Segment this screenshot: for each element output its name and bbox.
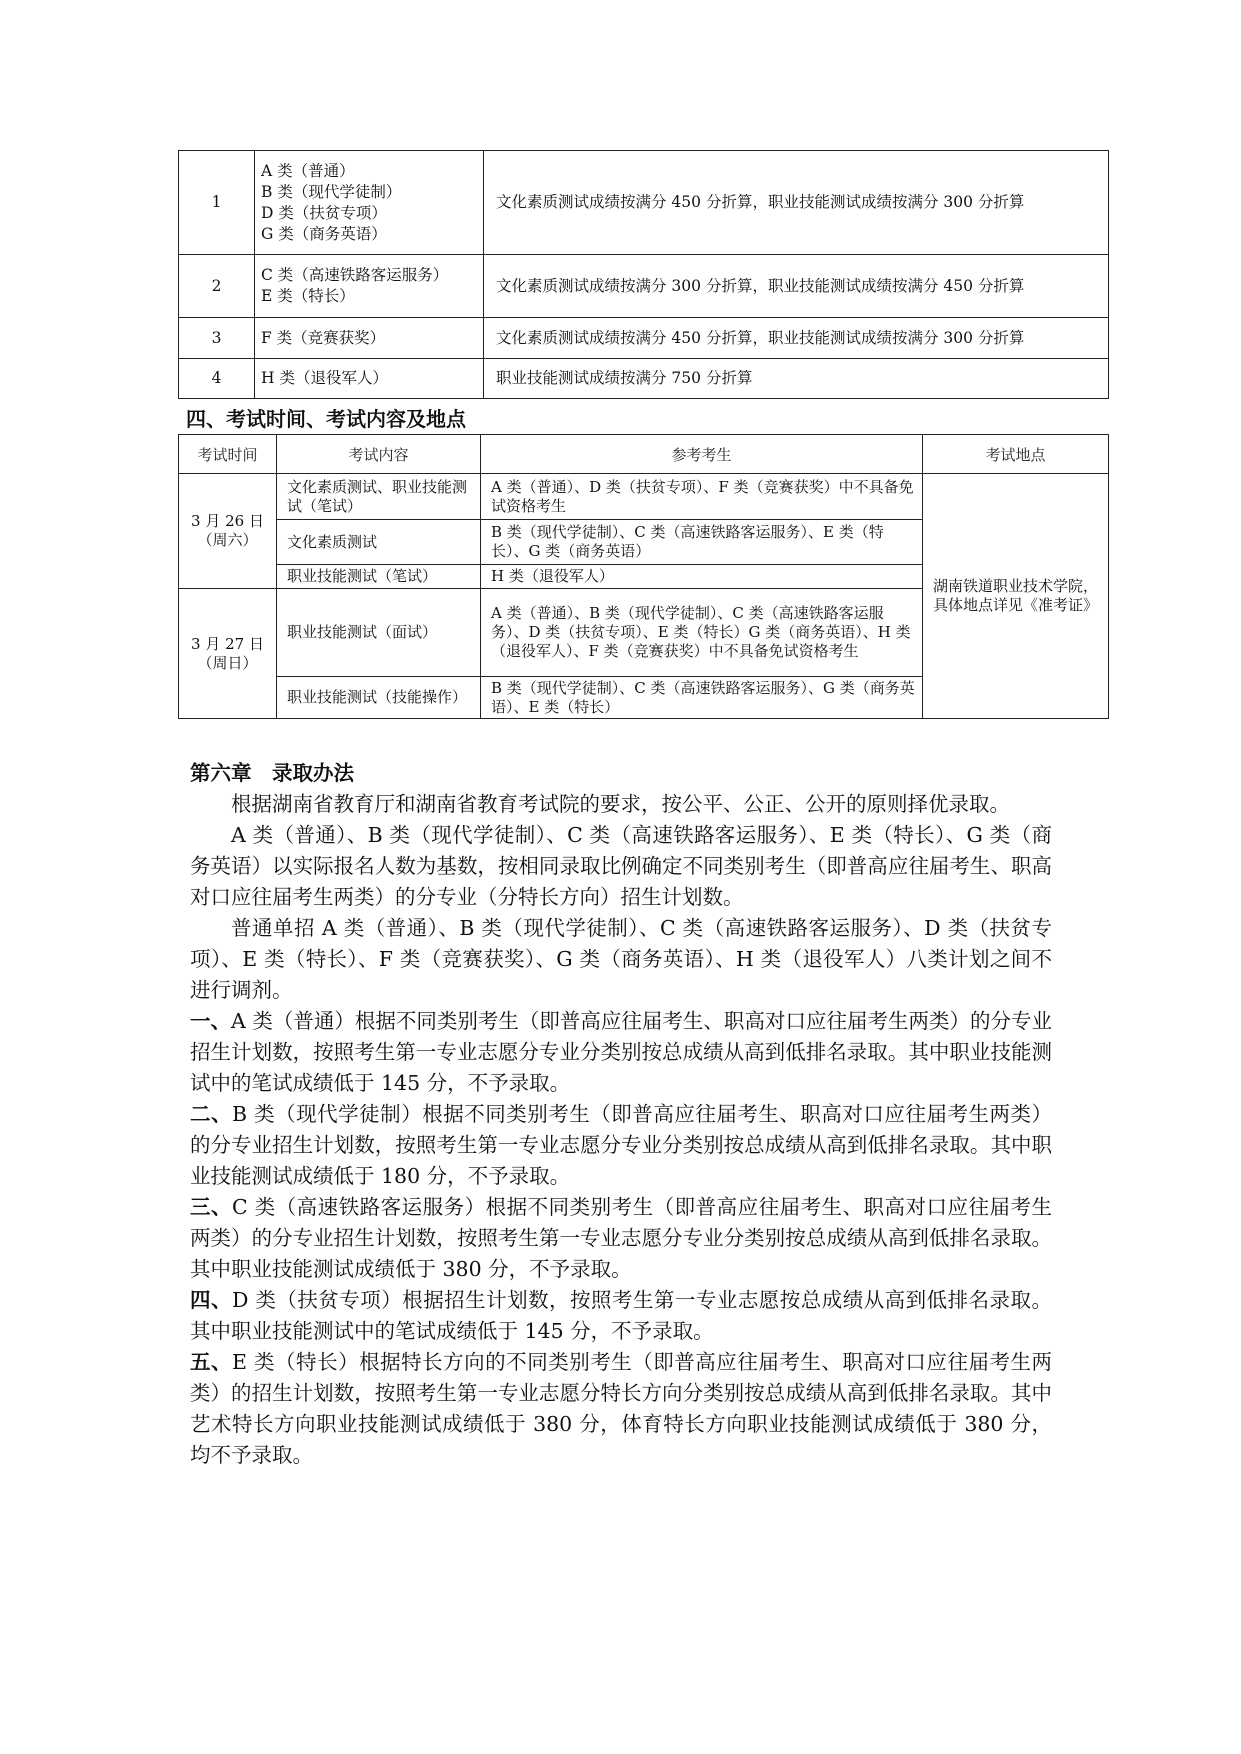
- paragraph: 普通单招 A 类（普通）、B 类（现代学徒制）、C 类（高速铁路客运服务）、D 类（扶贫专项）、E 类（特长）、F 类（竞赛获奖）、G 类（商务英语）、H 类（退役军人）八类计划之间不进行调剂。: [190, 916, 1052, 1002]
- numbered-item: [190, 1099, 1052, 1192]
- exam-content: 职业技能测试（面试）: [277, 589, 481, 677]
- table-row: [179, 318, 1109, 359]
- exam-content: 职业技能测试（技能操作）: [277, 677, 481, 719]
- column-header: 考试内容: [277, 435, 481, 474]
- schedule-table: [178, 434, 1109, 719]
- exam-location: 湖南铁道职业技术学院，具体地点详见《准考证》: [923, 474, 1109, 719]
- item-number: 五、: [190, 1350, 233, 1374]
- exam-content: 文化素质测试: [277, 520, 481, 565]
- column-header: 参考考生: [481, 435, 923, 474]
- scoring-rule: 文化素质测试成绩按满分 300 分折算，职业技能测试成绩按满分 450 分折算: [484, 255, 1109, 318]
- scoring-rule: 职业技能测试成绩按满分 750 分折算: [484, 359, 1109, 399]
- category-label: A 类（普通）: [261, 161, 355, 180]
- scoring-table: [178, 150, 1109, 399]
- exam-content: 职业技能测试（笔试）: [277, 565, 481, 589]
- category-label: C 类（高速铁路客运服务）: [261, 266, 449, 284]
- category-cell: [255, 359, 484, 399]
- exam-content: 文化素质测试、职业技能测试（笔试）: [277, 474, 481, 520]
- numbered-item: [190, 1347, 1052, 1471]
- exam-candidates: B 类（现代学徒制）、C 类（高速铁路客运服务）、G 类（商务英语）、E 类（特长）: [481, 677, 923, 719]
- category-label: F 类（竞赛获奖）: [261, 328, 386, 347]
- scoring-rule: 文化素质测试成绩按满分 450 分折算，职业技能测试成绩按满分 300 分折算: [484, 318, 1109, 359]
- table-row: [179, 255, 1109, 318]
- item-number: 四、: [190, 1288, 232, 1312]
- category-label: G 类（商务英语）: [261, 224, 387, 243]
- exam-candidates: B 类（现代学徒制）、C 类（高速铁路客运服务）、E 类（特长）、G 类（商务英语）: [481, 520, 923, 565]
- table-header-row: [179, 435, 1109, 474]
- category-label: D 类（扶贫专项）: [261, 203, 387, 222]
- item-text: D 类（扶贫专项）根据招生计划数，按照考生第一专业志愿按总成绩从高到低排名录取。其中职业技能测试中的笔试成绩低于 145 分，不予录取。: [190, 1288, 1052, 1343]
- category-cell: [255, 151, 484, 255]
- exam-candidates: H 类（退役军人）: [481, 565, 923, 589]
- item-text: C 类（高速铁路客运服务）根据不同类别考生（即普高应往届考生、职高对口应往届考生两类）的分专业招生计划数，按照考生第一专业志愿分专业分类别按总成绩从高到低排名录取。其中职业技能测试成绩低于 380 分，不予录取。: [190, 1195, 1053, 1281]
- numbered-item: [190, 1192, 1052, 1285]
- scoring-rule: 文化素质测试成绩按满分 450 分折算，职业技能测试成绩按满分 300 分折算: [484, 151, 1109, 255]
- column-header: 考试地点: [923, 435, 1109, 474]
- category-label: B 类（现代学徒制）: [261, 182, 402, 201]
- row-number: 1: [179, 151, 255, 255]
- item-text: A 类（普通）根据不同类别考生（即普高应往届考生、职高对口应往届考生两类）的分专业招生计划数，按照考生第一专业志愿分专业分类别按总成绩从高到低排名录取。其中职业技能测试中的笔试成绩低于 145 分，不予录取。: [190, 1009, 1052, 1095]
- section-heading: 四、考试时间、考试内容及地点: [186, 407, 466, 431]
- row-number: 3: [179, 318, 255, 359]
- item-text: E 类（特长）根据特长方向的不同类别考生（即普高应往届考生、职高对口应往届考生两类）的招生计划数，按照考生第一专业志愿分特长方向分类别按总成绩从高到低排名录取。其中艺术特长方向职业技能测试成绩低于 380 分，体育特长方向职业技能测试成绩低于 380 分，均不予录取。: [190, 1350, 1052, 1467]
- column-header: 考试时间: [179, 435, 277, 474]
- table-row: [179, 359, 1109, 399]
- exam-date: 3 月 27 日（周日）: [179, 589, 277, 719]
- exam-candidates: A 类（普通）、D 类（扶贫专项）、F 类（竞赛获奖）中不具备免试资格考生: [481, 474, 923, 520]
- row-number: 4: [179, 359, 255, 399]
- chapter-title: 第六章 录取办法: [190, 761, 354, 785]
- exam-date: 3 月 26 日（周六）: [179, 474, 277, 589]
- item-text: B 类（现代学徒制）根据不同类别考生（即普高应往届考生、职高对口应往届考生两类）的分专业招生计划数，按照考生第一专业志愿分专业分类别按总成绩从高到低排名录取。其中职业技能测试成绩低于 180 分，不予录取。: [190, 1102, 1052, 1188]
- paragraph: A 类（普通）、B 类（现代学徒制）、C 类（高速铁路客运服务）、E 类（特长）、G 类（商务英语）以实际报名人数为基数，按相同录取比例确定不同类别考生（即普高应往届考生、职高对口应往届考生两类）的分专业（分特长方向）招生计划数。: [190, 823, 1052, 909]
- exam-candidates: A 类（普通）、B 类（现代学徒制）、C 类（高速铁路客运服务）、D 类（扶贫专项）、E 类（特长）G 类（商务英语）、H 类（退役军人）、F 类（竞赛获奖）中不具备免试资格考生: [481, 589, 923, 677]
- category-label: E 类（特长）: [261, 287, 355, 305]
- item-number: 二、: [190, 1102, 233, 1126]
- item-number: 一、: [190, 1009, 232, 1033]
- category-label: H 类（退役军人）: [261, 369, 388, 387]
- numbered-item: [190, 1285, 1052, 1347]
- category-cell: [255, 255, 484, 318]
- item-number: 三、: [190, 1195, 232, 1219]
- paragraph: 根据湖南省教育厅和湖南省教育考试院的要求，按公平、公正、公开的原则择优录取。: [231, 792, 1010, 816]
- category-cell: [255, 318, 484, 359]
- row-number: 2: [179, 255, 255, 318]
- chapter-body: [190, 758, 1052, 1471]
- table-row: [179, 151, 1109, 255]
- table-row: [179, 474, 1109, 520]
- numbered-item: [190, 1006, 1052, 1099]
